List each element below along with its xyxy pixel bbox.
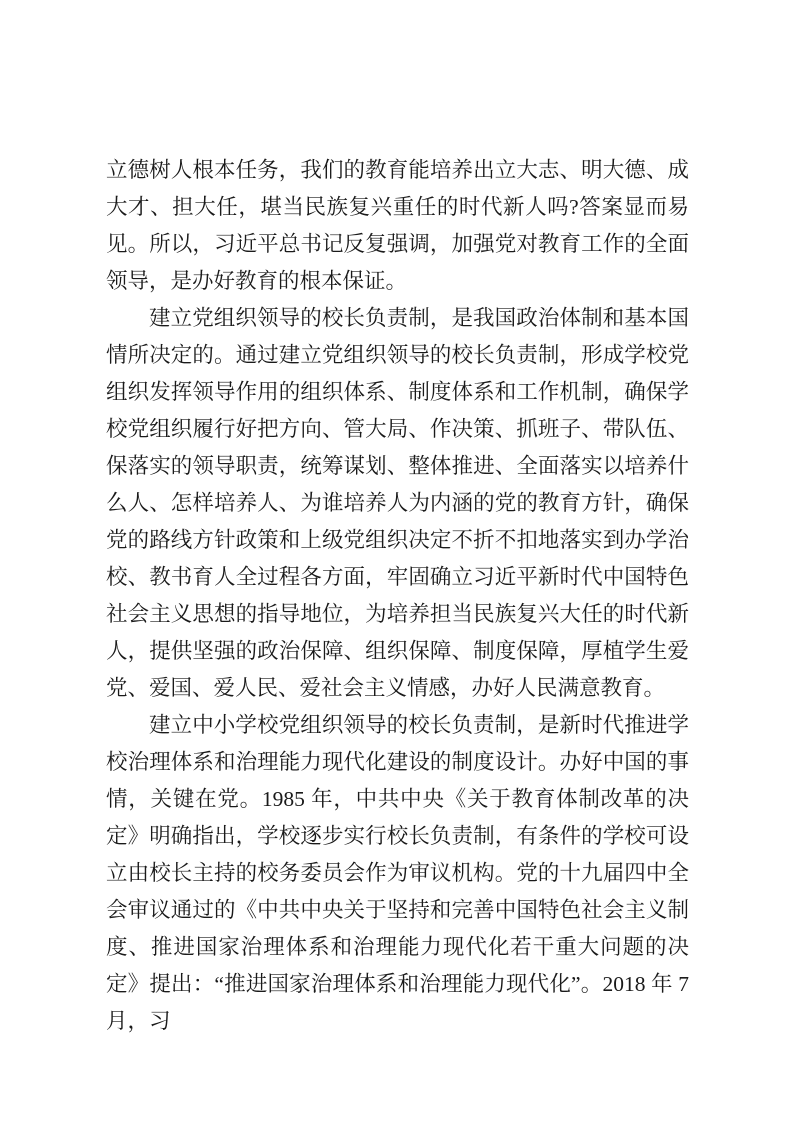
document-body — [106, 152, 689, 1040]
paragraph-continuation: 立德树人根本任务，我们的教育能培养出立大志、明大德、成大才、担大任，堪当民族复兴重任的时代新人吗?答案显而易见。所以，习近平总书记反复强调，加强党对教育工作的全面领导，是办好教育的根本保证。 — [106, 158, 689, 293]
paragraph-party-organization-principal-system: 建立党组织领导的校长负责制，是我国政治体制和基本国情所决定的。通过建立党组织领导的校长负责制，形成学校党组织发挥领导作用的组织体系、制度体系和工作机制，确保学校党组织履行好把方向、管大局、作决策、抓班子、带队伍、保落实的领导职责，统筹谋划、整体推进、全面落实以培养什么人、怎样培养人、为谁培养人为内涵的党的教育方针，确保党的路线方针政策和上级党组织决定不折不扣地落实到办学治校、教书育人全过程各方面，牢固确立习近平新时代中国特色社会主义思想的指导地位，为培养担当民族复兴大任的时代新人，提供坚强的政治保障、组织保障、制度保障，厚植学生爱党、爱国、爱人民、爱社会主义情感，办好人民满意教育。 — [106, 306, 689, 700]
paragraph-primary-secondary-school-system: 建立中小学校党组织领导的校长负责制，是新时代推进学校治理体系和治理能力现代化建设的制度设计。办好中国的事情，关键在党。1985 年，中共中央《关于教育体制改革的决定》明确指出，学校逐步实行校长负责制，有条件的学校可设立由校长主持的校务委员会作为审议机构。党的十九届四中全会审议通过的《中共中央关于坚持和完善中国特色社会主义制度、推进国家治理体系和治理能力现代化若干重大问题的决定》提出：“推进国家治理体系和治理能力现代化”。2018 年 7 月，习 — [106, 713, 689, 1033]
